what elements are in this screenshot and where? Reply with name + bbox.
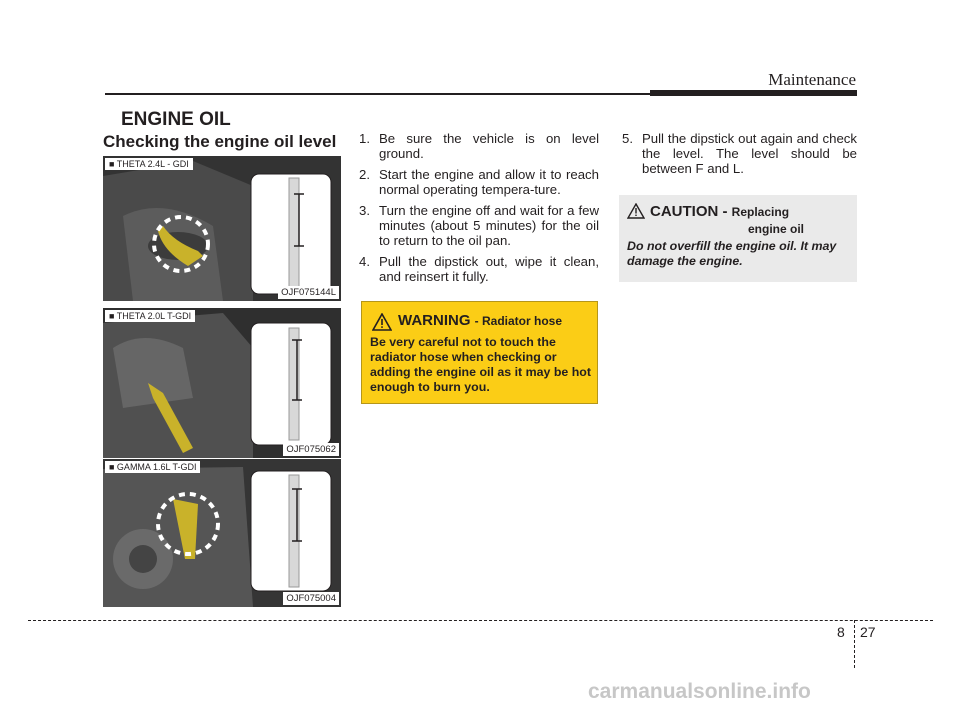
chapter-number: 8 <box>837 624 845 640</box>
figure-code: OJF075144L <box>278 286 339 299</box>
footer-divider-vertical <box>854 620 855 668</box>
engine-illustration <box>103 156 341 301</box>
section-label: Maintenance <box>768 70 856 89</box>
step-number: 2. <box>359 167 370 182</box>
step-number: 5. <box>622 131 633 146</box>
step-text: Start the engine and allow it to reach normal operating tempera-ture. <box>379 167 599 197</box>
figure-code: OJF075062 <box>283 443 339 456</box>
step-number: 1. <box>359 131 370 146</box>
figure-tag: ■ THETA 2.0L T-GDI <box>105 310 195 322</box>
figure-tag: ■ GAMMA 1.6L T-GDI <box>105 461 200 473</box>
step-number: 3. <box>359 203 370 218</box>
step-text: Be sure the vehicle is on level ground. <box>379 131 599 161</box>
caution-title <box>650 203 789 220</box>
section-title: ENGINE OIL <box>121 109 231 130</box>
warning-title <box>398 312 562 329</box>
warning-box <box>361 301 598 404</box>
list-item <box>359 167 599 197</box>
engine-figure-theta-20 <box>103 308 341 458</box>
step-text: Turn the engine off and wait for a few minutes (about 5 minutes) for the oil to return to the oil pan. <box>379 203 599 248</box>
caution-label: CAUTION - <box>650 203 728 220</box>
caution-subtitle-line2: engine oil <box>748 222 805 236</box>
procedure-steps-continued <box>622 131 857 182</box>
engine-figure-theta-24 <box>103 156 341 301</box>
warning-label: WARNING <box>398 312 471 329</box>
list-item <box>359 203 599 248</box>
warning-triangle-icon <box>372 313 392 331</box>
caution-box <box>619 195 857 282</box>
caution-subtitle: Replacing <box>731 205 790 219</box>
list-item <box>359 131 599 161</box>
subheading: Checking the engine oil level <box>103 132 337 151</box>
caution-text: Do not overfill the engine oil. It may damage the engine. <box>627 239 837 268</box>
figure-tag: ■ THETA 2.4L - GDI <box>105 158 193 170</box>
step-text: Pull the dipstick out, wipe it clean, and reinsert it fully. <box>379 254 599 284</box>
caution-triangle-icon <box>627 203 645 219</box>
list-item <box>359 254 599 284</box>
engine-illustration <box>103 459 341 607</box>
header-rule-accent <box>650 90 857 96</box>
engine-figure-gamma-16 <box>103 459 341 607</box>
warning-subtitle: - Radiator hose <box>474 314 563 328</box>
procedure-steps <box>359 131 599 290</box>
list-item <box>622 131 857 176</box>
step-text: Pull the dipstick out again and check the level. The level should be between F and L. <box>642 131 857 176</box>
page-number: 27 <box>860 624 876 640</box>
step-number: 4. <box>359 254 370 269</box>
footer-divider <box>28 620 933 621</box>
engine-illustration <box>103 308 341 458</box>
warning-text: Be very careful not to touch the radiator hose when checking or adding the engine oil as it may be hot enough to burn you. <box>370 335 591 394</box>
watermark: carmanualsonline.info <box>588 680 811 703</box>
figure-code: OJF075004 <box>283 592 339 605</box>
